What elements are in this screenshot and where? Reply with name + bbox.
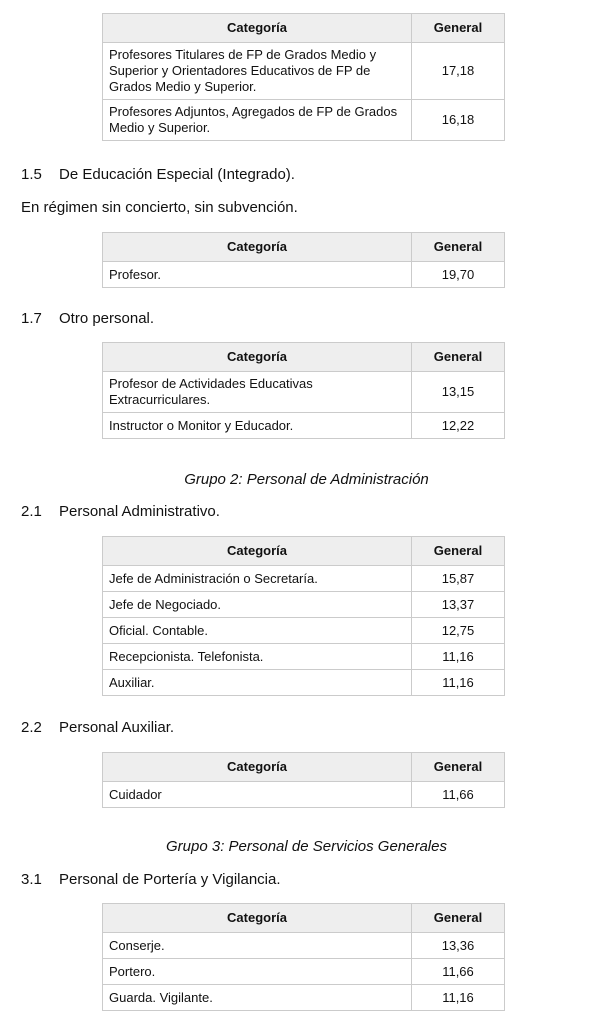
- table-row: [103, 644, 505, 670]
- general-value-cell: 12,22: [412, 413, 505, 439]
- column-header-categoria: Categoría: [103, 14, 412, 43]
- category-cell: Portero.: [103, 959, 412, 985]
- salary-table: [102, 536, 505, 696]
- general-value-cell: 19,70: [412, 262, 505, 288]
- section-title: Personal de Portería y Vigilancia.: [59, 871, 281, 888]
- section-title: De Educación Especial (Integrado).: [59, 166, 295, 183]
- table-row: [103, 372, 505, 413]
- section-title: Personal Auxiliar.: [59, 719, 175, 736]
- general-value-cell: 17,18: [412, 43, 505, 100]
- section-number: 1.5: [21, 166, 42, 183]
- table-row: [103, 782, 505, 808]
- general-value-cell: 15,87: [412, 566, 505, 592]
- general-value-cell: 13,15: [412, 372, 505, 413]
- paragraph: En régimen sin concierto, sin subvención.: [21, 199, 298, 216]
- section-heading: [21, 310, 154, 328]
- category-cell: Cuidador: [103, 782, 412, 808]
- category-cell: Profesor.: [103, 262, 412, 288]
- column-header-general: General: [412, 233, 505, 262]
- group-title: Grupo 3: Personal de Servicios Generales: [166, 838, 447, 855]
- section-heading: [21, 719, 174, 737]
- table-header-row: [103, 537, 505, 566]
- table-header-row: [103, 233, 505, 262]
- group-title: Grupo 2: Personal de Administración: [184, 471, 429, 488]
- column-header-general: General: [412, 14, 505, 43]
- category-cell: Jefe de Administración o Secretaría.: [103, 566, 412, 592]
- table-row: [103, 985, 505, 1011]
- column-header-categoria: Categoría: [103, 343, 412, 372]
- section-number: 2.1: [21, 503, 42, 520]
- column-header-categoria: Categoría: [103, 904, 412, 933]
- column-header-general: General: [412, 537, 505, 566]
- table-header-row: [103, 343, 505, 372]
- section-title: Personal Administrativo.: [59, 503, 220, 520]
- table-row: [103, 592, 505, 618]
- general-value-cell: 11,66: [412, 782, 505, 808]
- table-header-row: [103, 753, 505, 782]
- salary-table: [102, 903, 505, 1011]
- table-row: [103, 413, 505, 439]
- section-title: Otro personal.: [59, 310, 155, 327]
- section-number: 1.7: [21, 310, 42, 327]
- section-heading: [21, 871, 281, 889]
- category-cell: Auxiliar.: [103, 670, 412, 696]
- section-heading: [21, 166, 295, 184]
- table-header-row: [103, 14, 505, 43]
- table-row: [103, 43, 505, 100]
- category-cell: Recepcionista. Telefonista.: [103, 644, 412, 670]
- category-cell: Profesor de Actividades Educativas Extracurriculares.: [103, 372, 412, 413]
- general-value-cell: 13,36: [412, 933, 505, 959]
- table-header-row: [103, 904, 505, 933]
- general-value-cell: 13,37: [412, 592, 505, 618]
- category-cell: Oficial. Contable.: [103, 618, 412, 644]
- category-cell: Jefe de Negociado.: [103, 592, 412, 618]
- category-cell: Profesores Titulares de FP de Grados Medio y Superior y Orientadores Educativos de FP de Grados Medio y Superior.: [103, 43, 412, 100]
- general-value-cell: 11,16: [412, 985, 505, 1011]
- general-value-cell: 16,18: [412, 100, 505, 141]
- column-header-categoria: Categoría: [103, 233, 412, 262]
- table-row: [103, 959, 505, 985]
- section-heading: [21, 503, 220, 521]
- category-cell: Conserje.: [103, 933, 412, 959]
- section-number: 3.1: [21, 871, 42, 888]
- column-header-general: General: [412, 753, 505, 782]
- salary-table: [102, 13, 505, 141]
- salary-table: [102, 752, 505, 808]
- category-cell: Instructor o Monitor y Educador.: [103, 413, 412, 439]
- column-header-general: General: [412, 904, 505, 933]
- section-number: 2.2: [21, 719, 42, 736]
- category-cell: Profesores Adjuntos, Agregados de FP de Grados Medio y Superior.: [103, 100, 412, 141]
- table-row: [103, 100, 505, 141]
- table-row: [103, 933, 505, 959]
- table-row: [103, 262, 505, 288]
- table-row: [103, 618, 505, 644]
- general-value-cell: 11,16: [412, 670, 505, 696]
- general-value-cell: 12,75: [412, 618, 505, 644]
- column-header-categoria: Categoría: [103, 537, 412, 566]
- salary-table: [102, 232, 505, 288]
- general-value-cell: 11,16: [412, 644, 505, 670]
- table-row: [103, 670, 505, 696]
- table-row: [103, 566, 505, 592]
- category-cell: Guarda. Vigilante.: [103, 985, 412, 1011]
- general-value-cell: 11,66: [412, 959, 505, 985]
- salary-table: [102, 342, 505, 439]
- column-header-general: General: [412, 343, 505, 372]
- column-header-categoria: Categoría: [103, 753, 412, 782]
